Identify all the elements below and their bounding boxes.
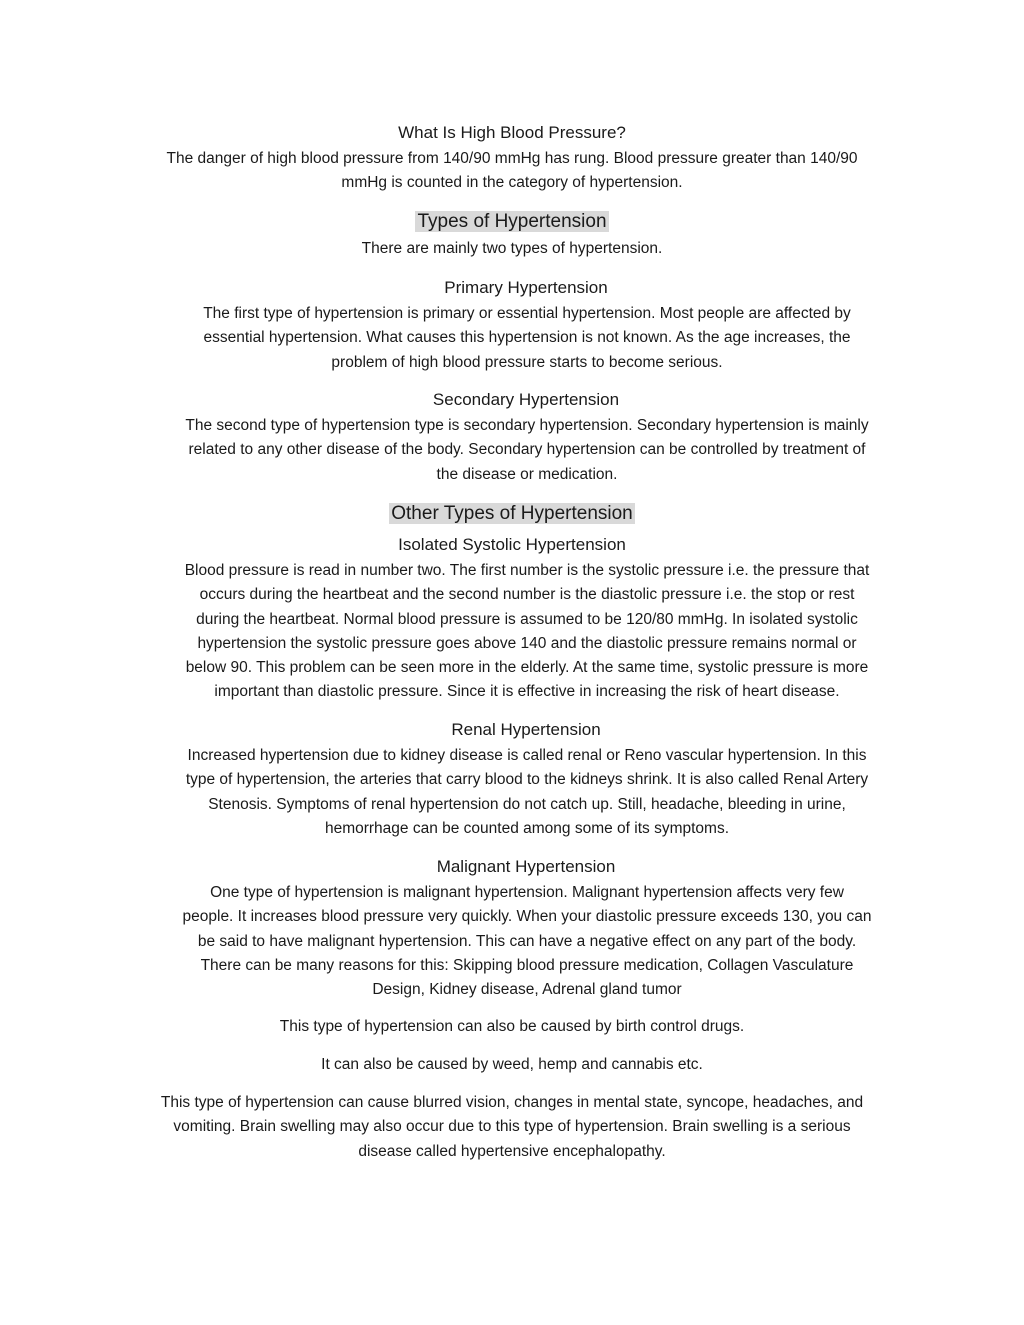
paragraph-line: during the heartbeat. Normal blood pressure is assumed to be 120/80 mmHg. In isolated systolic bbox=[196, 610, 858, 628]
paragraph-line: hemorrhage can be counted among some of its symptoms. bbox=[324, 819, 730, 837]
heading-types-of-hypertension bbox=[0, 210, 1024, 234]
paragraph-line: related to any other disease of the body. Secondary hypertension can be controlled by treatment of bbox=[188, 441, 866, 459]
paragraph-secondary bbox=[115, 414, 939, 487]
heading-malignant-hypertension: Malignant Hypertension bbox=[436, 857, 616, 876]
paragraph-line: hypertension the systolic pressure goes above 140 and the diastolic pressure remains normal or bbox=[197, 634, 857, 652]
highlighted-heading-text: Types of Hypertension bbox=[417, 211, 607, 232]
paragraph-line: Increased hypertension due to kidney disease is called renal or Reno vascular hypertension. In this bbox=[187, 747, 867, 764]
paragraph-line: This type of hypertension can cause blurred vision, changes in mental state, syncope, headaches, and bbox=[160, 1094, 864, 1111]
paragraph-line: important than diastolic pressure. Since it is effective in increasing the risk of heart disease. bbox=[214, 683, 840, 701]
heading-renal-hypertension: Renal Hypertension bbox=[451, 720, 601, 739]
paragraph-line: The first type of hypertension is primary or essential hypertension. Most people are affected by bbox=[203, 305, 851, 322]
paragraph-weed-hemp: It can also be caused by weed, hemp and cannabis etc. bbox=[321, 1056, 703, 1073]
heading-primary-hypertension: Primary Hypertension bbox=[444, 278, 608, 297]
paragraph-line: Design, Kidney disease, Adrenal gland tumor bbox=[372, 981, 682, 999]
paragraph-renal bbox=[115, 744, 939, 841]
heading-other-types-of-hypertension bbox=[0, 502, 1024, 526]
paragraph-malignant bbox=[115, 881, 939, 1002]
paragraph-line: Blood pressure is read in number two. The first number is the systolic pressure i.e. the pressure that bbox=[184, 562, 870, 579]
heading-what-is-high-blood-pressure: What Is High Blood Pressure? bbox=[398, 123, 626, 142]
heading-secondary-hypertension: Secondary Hypertension bbox=[432, 390, 620, 409]
paragraph-line: Stenosis. Symptoms of renal hypertension do not catch up. Still, headache, bleeding in urine, bbox=[208, 795, 846, 813]
heading-isolated-systolic-hypertension: Isolated Systolic Hypertension bbox=[398, 535, 626, 554]
paragraph-primary bbox=[115, 302, 939, 375]
paragraph-types bbox=[100, 237, 924, 261]
paragraph-line: occurs during the heartbeat and the second number is the diastolic pressure i.e. the stop or rest bbox=[199, 586, 855, 604]
paragraph-line: The second type of hypertension type is secondary hypertension. Secondary hypertension is mainly bbox=[185, 417, 869, 434]
paragraph-line: vomiting. Brain swelling may also occur due to this type of hypertension. Brain swelling is a serious bbox=[173, 1118, 851, 1136]
paragraph-closing bbox=[100, 1091, 924, 1164]
paragraph-line: below 90. This problem can be seen more in the elderly. At the same time, systolic pressure is more bbox=[185, 659, 869, 677]
paragraph-birth-control: This type of hypertension can also be caused by birth control drugs. bbox=[279, 1018, 745, 1035]
paragraph-line: the disease or medication. bbox=[436, 465, 618, 483]
paragraph-line: One type of hypertension is malignant hypertension. Malignant hypertension affects very few bbox=[210, 884, 844, 901]
paragraph-line: problem of high blood pressure starts to become serious. bbox=[331, 353, 723, 371]
paragraph-line: disease called hypertensive encephalopathy. bbox=[358, 1142, 666, 1160]
paragraph-intro bbox=[100, 147, 924, 196]
paragraph-isolated-systolic bbox=[115, 559, 939, 705]
highlighted-heading-text: Other Types of Hypertension bbox=[391, 503, 633, 524]
paragraph-line: There can be many reasons for this: Skipping blood pressure medication, Collagen Vasculature bbox=[200, 956, 854, 974]
paragraph-line: The danger of high blood pressure from 140/90 mmHg has rung. Blood pressure greater than 140/90 bbox=[166, 150, 858, 167]
paragraph-line: mmHg is counted in the category of hypertension. bbox=[341, 174, 683, 192]
paragraph-line: There are mainly two types of hypertension. bbox=[361, 240, 663, 257]
paragraph-line: be said to have malignant hypertension. This can have a negative effect on any part of the body. bbox=[197, 932, 857, 950]
paragraph-line: people. It increases blood pressure very quickly. When your diastolic pressure exceeds 130, you can bbox=[182, 908, 872, 926]
paragraph-line: essential hypertension. What causes this hypertension is not known. As the age increases, the bbox=[203, 329, 851, 347]
paragraph-line: type of hypertension, the arteries that carry blood to the kidneys shrink. It is also called Renal Artery bbox=[185, 771, 869, 789]
